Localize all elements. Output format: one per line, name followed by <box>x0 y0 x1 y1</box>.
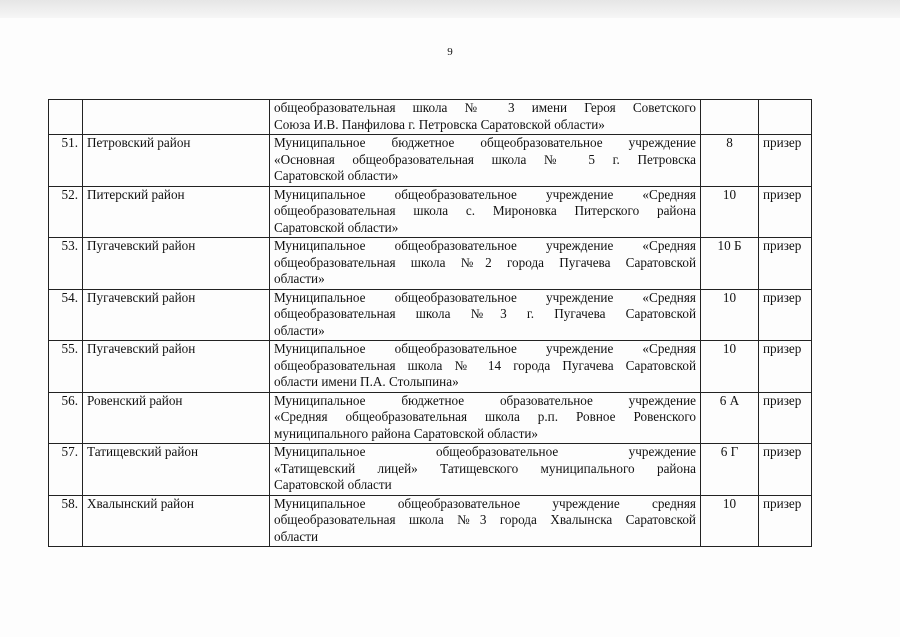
school-line: Муниципальное общеобразовательное учреждение «Средняя <box>274 341 696 356</box>
school-line: Муниципальное общеобразовательное учреждение <box>274 444 696 459</box>
district-cell: Петровский район <box>83 135 270 187</box>
school-cell <box>270 238 701 290</box>
row-number-cell: 52. <box>49 186 83 238</box>
status-cell: призер <box>759 341 812 393</box>
school-line: общеобразовательная школа №2 города Пугачева Саратовской <box>274 254 696 270</box>
status-cell: призер <box>759 289 812 341</box>
table-row <box>49 289 812 341</box>
school-line: общеобразовательная школа №3 города Хвалынска Саратовской <box>274 512 696 527</box>
school-line: Муниципальное бюджетное образовательное учреждение <box>274 392 696 408</box>
school-line: «Средняя общеобразовательная школа р.п. Ровное Ровенского <box>274 409 696 424</box>
grade-cell: 6 Г <box>701 444 759 496</box>
school-line: области <box>274 528 319 544</box>
school-line: Муниципальное общеобразовательное учреждение средняя <box>274 495 696 511</box>
scan-top-edge <box>0 0 900 18</box>
school-line: общеобразовательная школа № 14 города Пугачева Саратовской <box>274 357 696 373</box>
school-line: Муниципальное общеобразовательное учреждение «Средняя <box>274 186 696 202</box>
school-line: Муниципальное общеобразовательное учреждение «Средняя <box>274 238 696 253</box>
school-line: Саратовской области» <box>274 168 399 183</box>
table-row <box>49 341 812 393</box>
row-number-cell: 58. <box>49 495 83 547</box>
table-row <box>49 186 812 238</box>
page-number: 9 <box>447 46 453 58</box>
school-cell <box>270 135 701 187</box>
grade-cell: 10 <box>701 341 759 393</box>
district-cell: Питерский район <box>83 186 270 238</box>
district-cell: Пугачевский район <box>83 341 270 393</box>
grade-cell: 10 <box>701 495 759 547</box>
table-row <box>49 238 812 290</box>
table-row-continuation <box>49 100 812 135</box>
status-cell: призер <box>759 186 812 238</box>
school-line: муниципального района Саратовской области» <box>274 425 539 441</box>
school-cell <box>270 495 701 547</box>
district-cell: Хвалынский район <box>83 495 270 547</box>
district-cell: Пугачевский район <box>83 289 270 341</box>
school-line: Союза И.В. Панфилова г. Петровска Саратовской области» <box>274 116 605 132</box>
district-cell: Ровенский район <box>83 392 270 444</box>
row-number-cell <box>49 100 83 135</box>
school-line: Саратовской области» <box>274 219 399 235</box>
school-cell <box>270 289 701 341</box>
district-cell <box>83 100 270 135</box>
table-row <box>49 495 812 547</box>
table-row <box>49 135 812 187</box>
row-number-cell: 57. <box>49 444 83 496</box>
row-number-cell: 54. <box>49 289 83 341</box>
results-table <box>48 99 812 547</box>
status-cell: призер <box>759 392 812 444</box>
grade-cell: 6 А <box>701 392 759 444</box>
school-line: Саратовской области <box>274 477 392 492</box>
school-cell <box>270 341 701 393</box>
school-line: Муниципальное общеобразовательное учреждение «Средняя <box>274 289 696 305</box>
grade-cell: 10 Б <box>701 238 759 290</box>
school-line: общеобразовательная школа №3 г. Пугачева Саратовской <box>274 306 696 321</box>
status-cell: призер <box>759 444 812 496</box>
row-number-cell: 53. <box>49 238 83 290</box>
school-line: Муниципальное бюджетное общеобразовательное учреждение <box>274 135 696 150</box>
status-cell <box>759 100 812 135</box>
school-line: области» <box>274 322 325 338</box>
district-cell: Татищевский район <box>83 444 270 496</box>
row-number-cell: 55. <box>49 341 83 393</box>
school-line: общеобразовательная школа с. Мироновка Питерского района <box>274 203 696 218</box>
grade-cell <box>701 100 759 135</box>
school-line: области» <box>274 271 325 286</box>
status-cell: призер <box>759 238 812 290</box>
row-number-cell: 56. <box>49 392 83 444</box>
district-cell: Пугачевский район <box>83 238 270 290</box>
school-cell <box>270 100 701 135</box>
school-line: «Татищевский лицей» Татищевского муниципального района <box>274 460 696 476</box>
school-line: области имени П.А. Столыпина» <box>274 374 459 389</box>
table-row <box>49 444 812 496</box>
status-cell: призер <box>759 495 812 547</box>
school-line: «Основная общеобразовательная школа № 5 г. Петровска <box>274 151 696 167</box>
status-cell: призер <box>759 135 812 187</box>
school-cell <box>270 392 701 444</box>
grade-cell: 10 <box>701 289 759 341</box>
grade-cell: 10 <box>701 186 759 238</box>
school-line: общеобразовательная школа № 3 имени Героя Советского <box>274 100 696 115</box>
school-cell <box>270 444 701 496</box>
row-number-cell: 51. <box>49 135 83 187</box>
results-table-body <box>49 100 812 547</box>
school-cell <box>270 186 701 238</box>
grade-cell: 8 <box>701 135 759 187</box>
table-row <box>49 392 812 444</box>
